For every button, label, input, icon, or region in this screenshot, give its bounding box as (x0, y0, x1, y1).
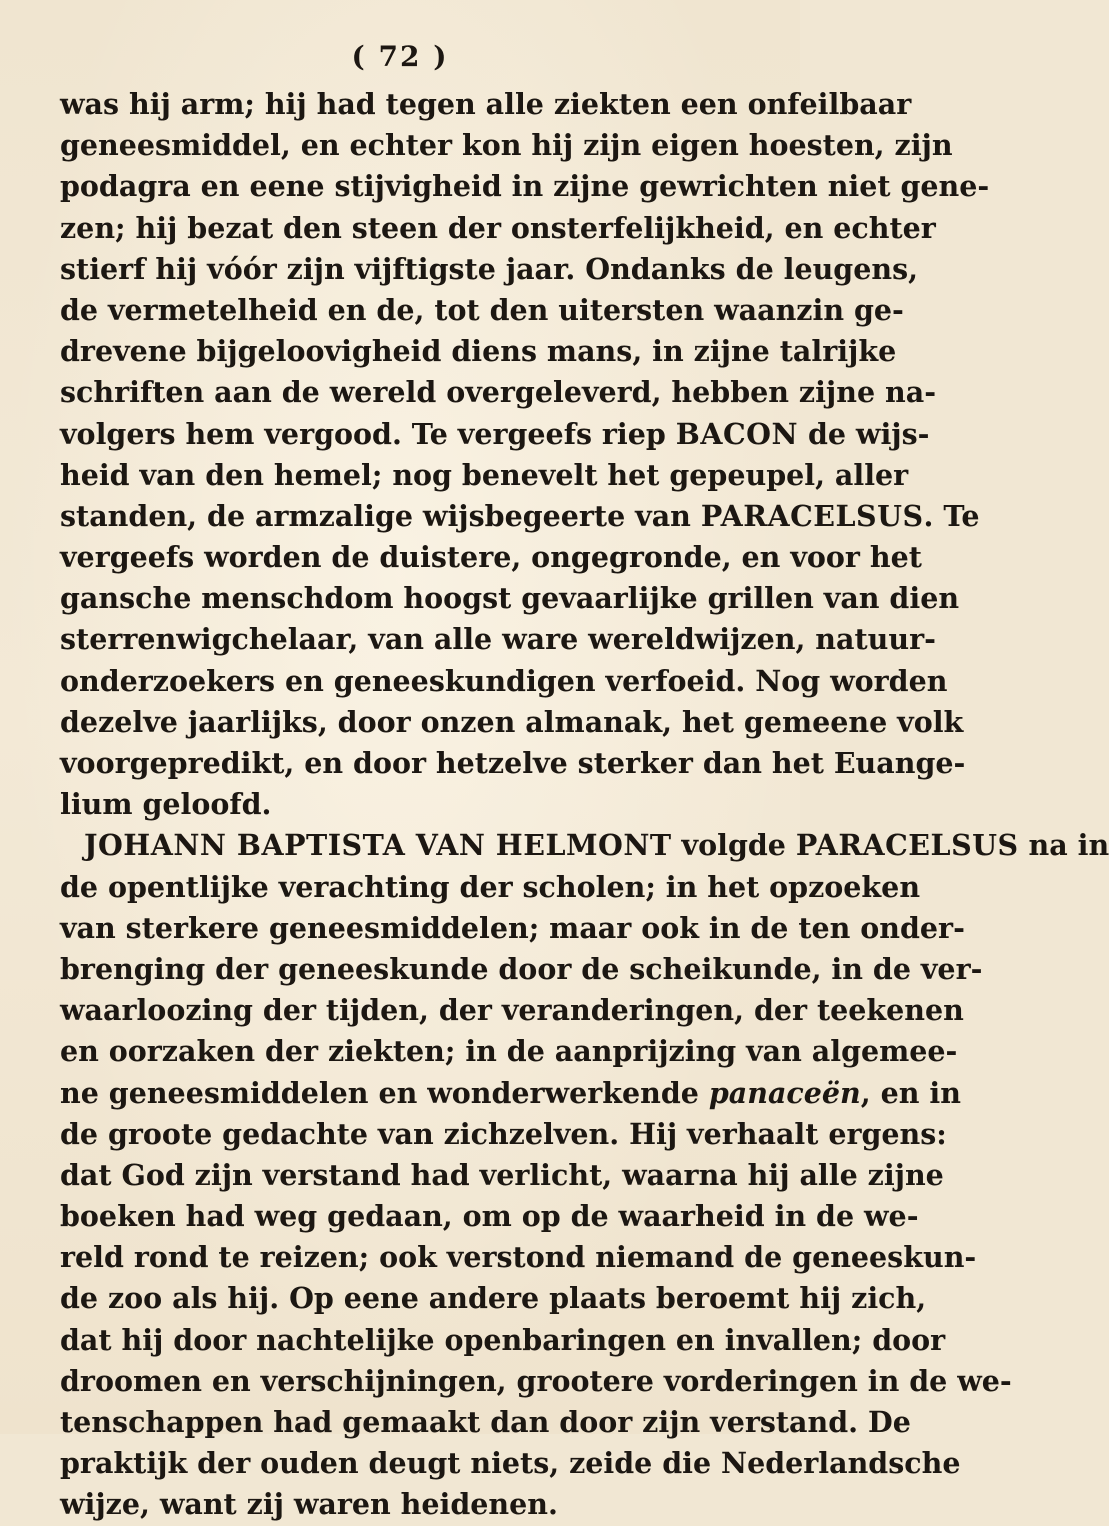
text-run: , en in (860, 1075, 961, 1110)
text-run: na in (1018, 828, 1109, 863)
text-run: van sterkere geneesmiddelen; maar ook in de ten onder- (60, 910, 965, 945)
paragraph (60, 825, 1109, 1525)
text-run: dezelve jaarlijks, door onzen almanak, het gemeene volk (60, 704, 964, 739)
text-run: dat hij door nachtelijke openbaringen en invallen; door (60, 1322, 946, 1357)
name-small-caps: JOHANN BAPTISTA VAN HELMONT (84, 828, 672, 863)
text-run: vergeefs worden de duistere, ongegronde, en voor het (60, 540, 922, 575)
text-run: dat God zijn verstand had verlicht, waarna hij alle zijne (60, 1157, 944, 1192)
text-run: volgde (671, 828, 796, 863)
text-line (60, 990, 964, 1031)
text-run: tenschappen had gemaakt dan door zijn verstand. De (60, 1405, 911, 1439)
name-small-caps: BACON (675, 416, 799, 451)
text-run: wijze, want zij waren heidenen. (60, 1487, 558, 1522)
text-line (60, 1361, 1012, 1402)
text-run: ne geneesmiddelen en wonderwerkende (60, 1075, 709, 1110)
text-run: de wijs- (798, 416, 930, 451)
name-small-caps: PARACELSUS (700, 498, 924, 533)
body-text (60, 84, 1109, 1526)
text-line (60, 619, 936, 660)
text-line (60, 1073, 961, 1114)
text-line (60, 825, 1109, 866)
text-line (60, 1402, 911, 1443)
emphasis-text: panaceën (708, 1075, 861, 1110)
text-line (60, 578, 960, 619)
text-line (60, 125, 953, 166)
text-run: drevene bijgeloovigheid diens mans, in zijne talrijke (60, 334, 897, 369)
text-line (60, 908, 965, 949)
text-run: praktijk der ouden deugt niets, zeide die Nederlandsche (60, 1446, 961, 1481)
page-number: ( 72 ) (351, 40, 449, 73)
text-run: de groote gedachte van zichzelven. Hij verhaalt ergens: (60, 1116, 947, 1151)
text-line (60, 496, 980, 537)
text-run: de opentlijke verachting der scholen; in het opzoeken (60, 869, 921, 904)
text-run: schriften aan de wereld overgeleverd, hebben zijne na- (60, 375, 937, 410)
text-line (60, 84, 912, 125)
text-line (60, 949, 983, 990)
text-run: gansche menschdom hoogst gevaarlijke grillen van dien (60, 581, 960, 616)
text-run: podagra en eene stijvigheid in zijne gewrichten niet gene- (60, 169, 990, 204)
text-run: . Te (923, 498, 980, 533)
text-line (60, 290, 904, 331)
text-line (60, 537, 922, 578)
text-line (60, 1443, 961, 1484)
text-line (60, 661, 948, 702)
text-run: was hij arm; hij had tegen alle ziekten een onfeilbaar (60, 87, 912, 121)
text-line (60, 702, 964, 743)
text-run: sterrenwigchelaar, van alle ware wereldwijzen, natuur- (60, 622, 936, 657)
text-run: en oorzaken der ziekten; in de aanprijzing van algemee- (60, 1034, 958, 1069)
text-line (60, 331, 897, 372)
text-run: brenging der geneeskunde door de scheikunde, in de ver- (60, 951, 983, 986)
text-line (60, 1196, 919, 1237)
text-line (60, 743, 966, 784)
text-line (60, 166, 990, 207)
text-line (60, 1155, 944, 1196)
name-small-caps: PARACELSUS (795, 828, 1019, 863)
paragraph (60, 84, 990, 825)
text-line (60, 784, 760, 825)
text-run: de zoo als hij. Op eene andere plaats beroemt hij zich, (60, 1281, 927, 1316)
text-line (60, 1484, 760, 1525)
text-run: volgers hem vergood. Te vergeefs riep (60, 416, 676, 451)
text-line (60, 414, 930, 455)
text-run: geneesmiddel, en echter kon hij zijn eigen hoesten, zijn (60, 128, 953, 163)
text-line (60, 1114, 947, 1155)
text-line (60, 455, 909, 496)
text-run: stierf hij vóór zijn vijftigste jaar. Ondanks de leugens, (60, 251, 919, 286)
text-run: standen, de armzalige wijsbegeerte van (60, 498, 701, 533)
text-run: lium geloofd. (60, 787, 272, 822)
text-line (60, 372, 937, 413)
text-run: heid van den hemel; nog benevelt het gepeupel, aller (60, 457, 909, 492)
text-line (60, 867, 921, 908)
text-line (60, 1278, 927, 1319)
text-run: droomen en verschijningen, grootere vorderingen in de we- (60, 1363, 1012, 1398)
text-line (60, 1031, 958, 1072)
text-run: voorgepredikt, en door hetzelve sterker dan het Euange- (60, 746, 966, 780)
text-run: zen; hij bezat den steen der onsterfelijkheid, en echter (60, 210, 936, 245)
text-run: onderzoekers en geneeskundigen verfoeid. Nog worden (60, 663, 948, 698)
text-line (60, 208, 936, 249)
text-run: de vermetelheid en de, tot den uitersten waanzin ge- (60, 292, 904, 327)
text-run: reld rond te reizen; ook verstond niemand de geneeskun- (60, 1240, 977, 1275)
text-run: boeken had weg gedaan, om op de waarheid in de we- (60, 1199, 919, 1234)
text-line (60, 1320, 946, 1361)
text-run: waarloozing der tijden, der veranderingen, der teekenen (60, 993, 964, 1028)
text-line (60, 1237, 977, 1278)
text-line (60, 249, 919, 290)
